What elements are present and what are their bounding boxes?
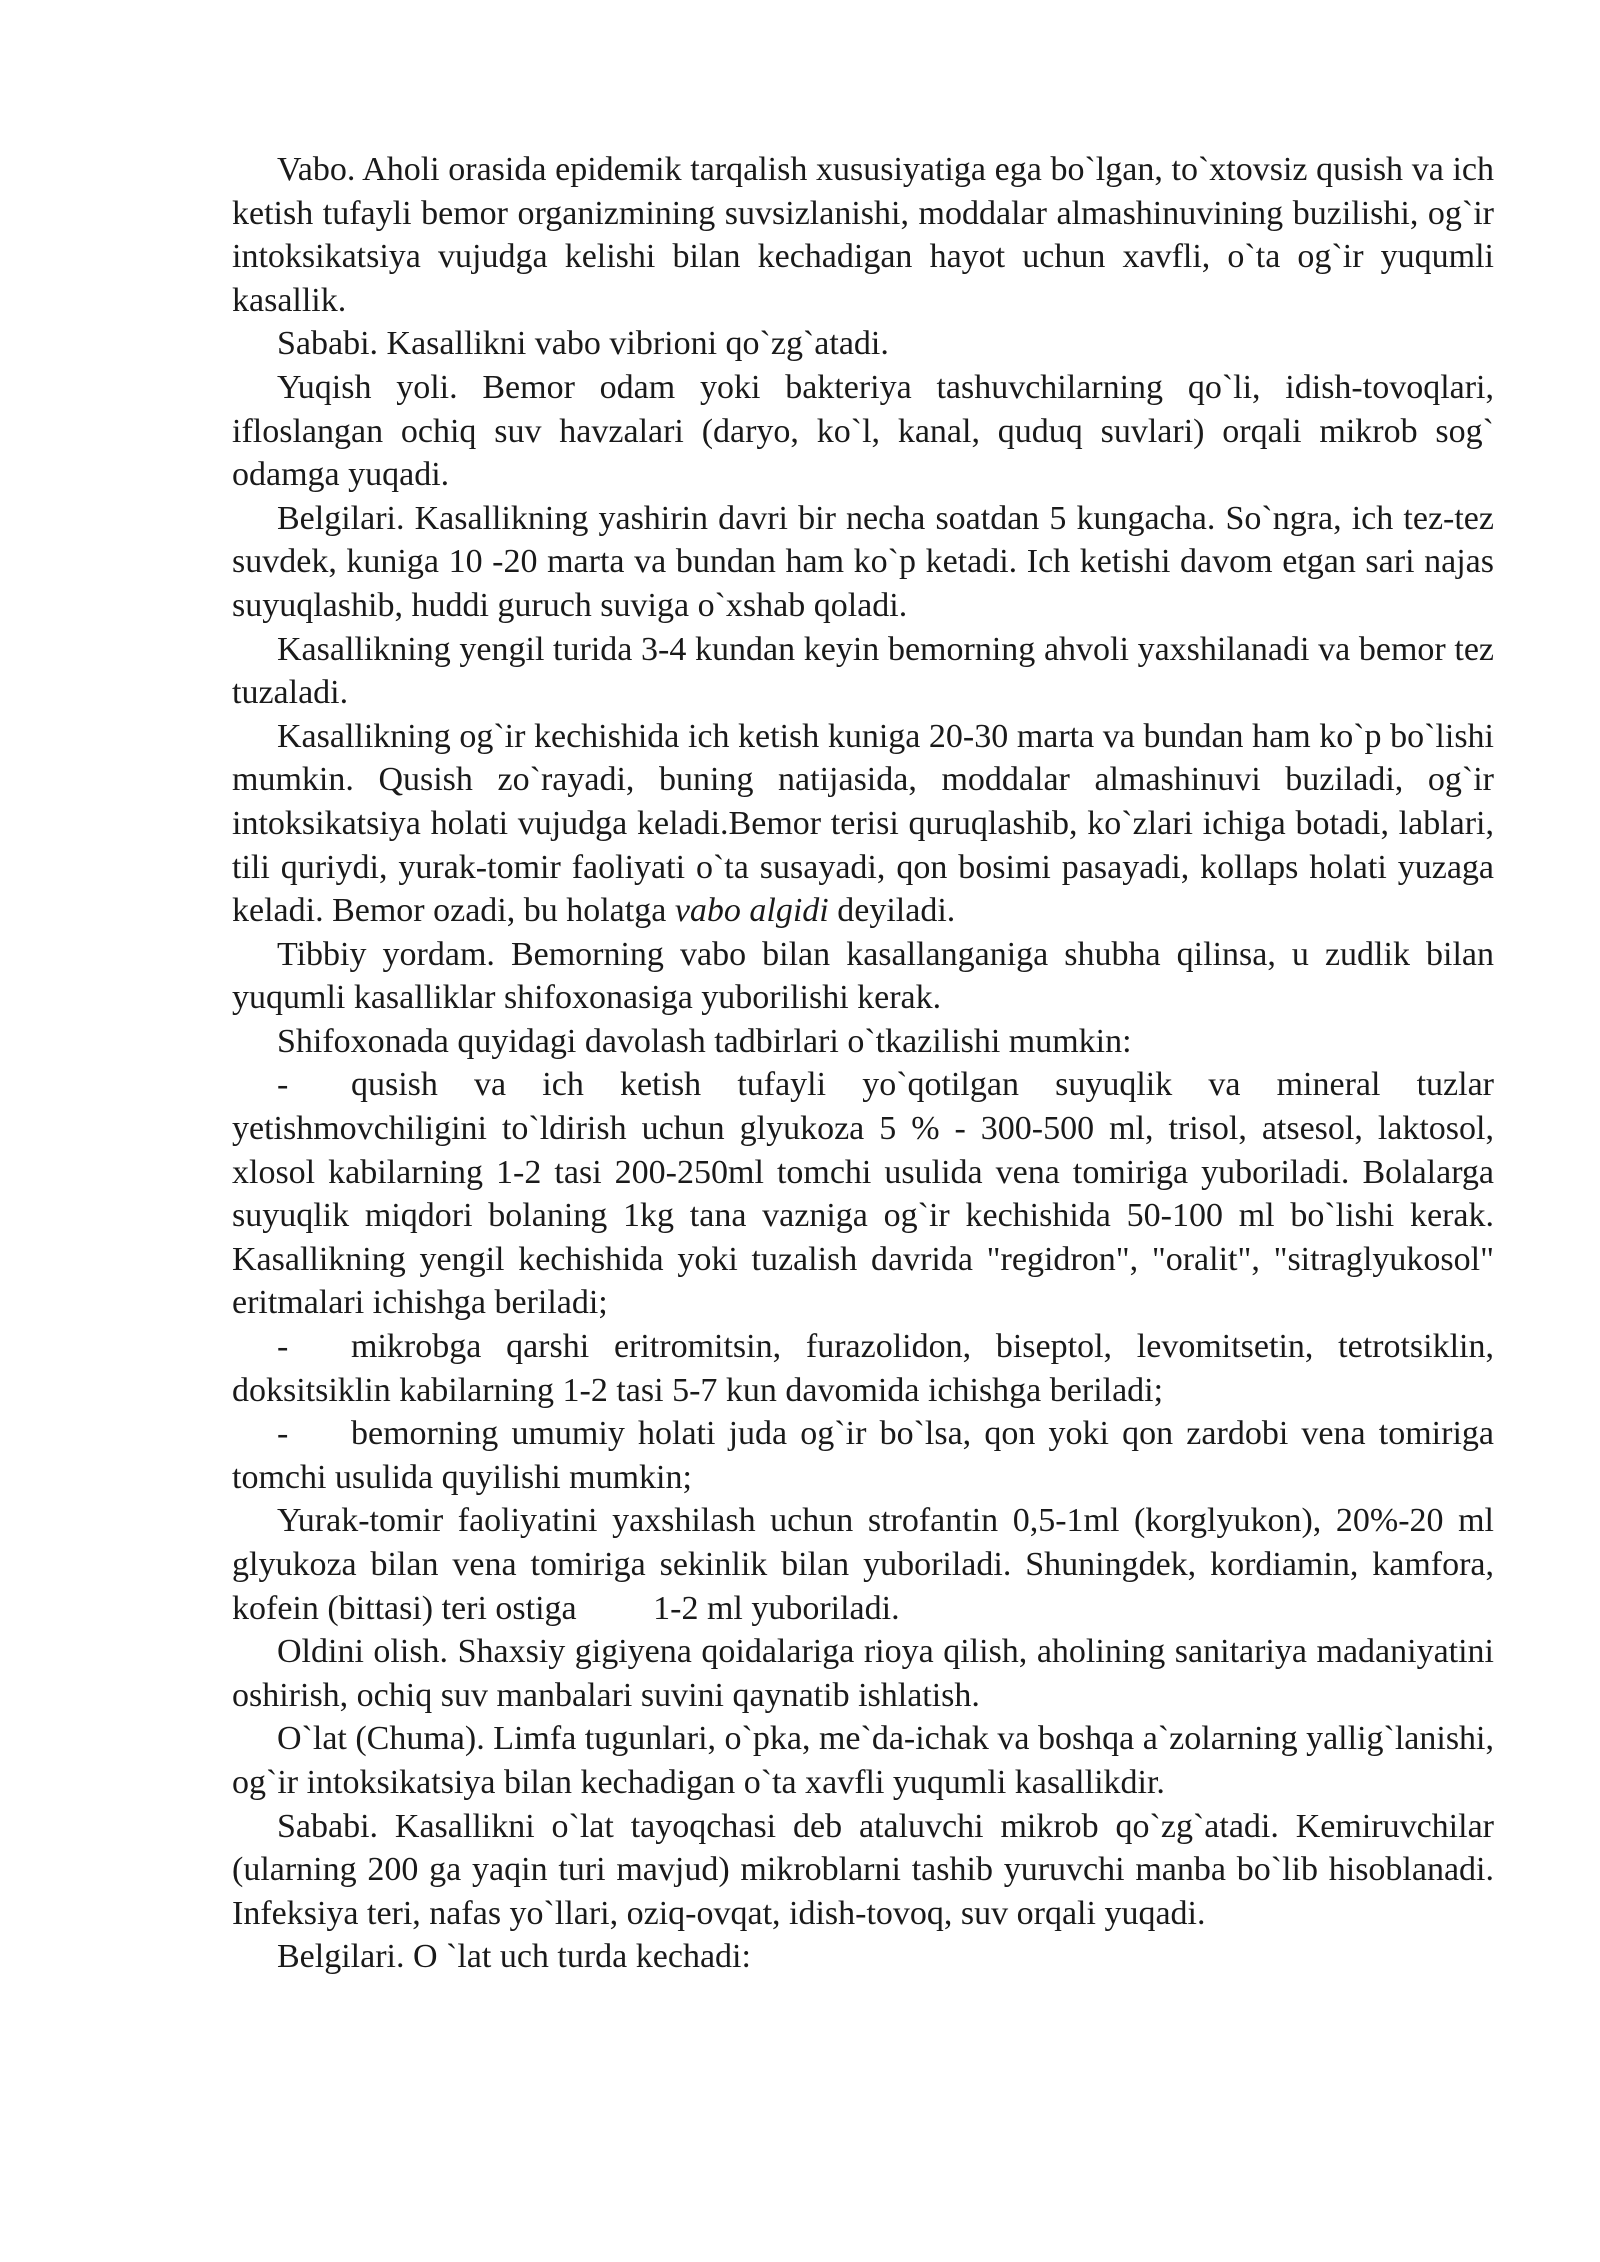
paragraph-sababi: Sababi. Kasallikni vabo vibrioni qo`zg`atadi. <box>277 325 889 363</box>
document-page <box>232 148 1503 1979</box>
paragraph-tibbiy-yordam: Tibbiy yordam. Bemorning vabo bilan kasallanganiga shubha qilinsa, u zudlik bilan yuqumli kasalliklar shifoxonasiga yuborilishi kerak. <box>232 935 1494 1017</box>
paragraph-ogir-kechishi-text: Kasallikning og`ir kechishida ich ketish kuniga 20-30 marta va bundan ham ko`p bo`lishi mumkin. Qusish zo`rayadi, buning natijasida, moddalar almashinuvi buziladi, og`ir intoksikatsiya holati vujudga keladi.Bemor terisi quruqlashib, ko`zlari ichiga botadi, lablari, tili quriydi, yurak-tomir faoliyati o`ta susayadi, qon bosimi pasayadi, kollaps holati yuzaga keladi. Bemor ozadi, bu holatga <box>232 717 1494 930</box>
list-item <box>232 1325 1494 1412</box>
paragraph-ogir-kechishi <box>232 715 1494 933</box>
list-dash: - <box>277 1066 289 1104</box>
paragraph-vabo-definition: Vabo. Aholi orasida epidemik tarqalish xususiyatiga ega bo`lgan, to`xtovsiz qusish va ich ketish tufayli bemor organizmining suvsizlanishi, moddalar almashinuvining buzilishi, og`ir intoksikatsiya vujudga kelishi bilan kechadigan hayot uchun xavfli, o`ta og`ir yuqumli kasallik. <box>232 151 1494 319</box>
list-item <box>232 1063 1494 1325</box>
list-dash: - <box>277 1328 289 1366</box>
paragraph-yurak-tomir: Yurak-tomir faoliyatini yaxshilash uchun strofantin 0,5-1ml (korglyukon), 20%-20 ml glyukoza bilan vena tomiriga sekinlik bilan yuboriladi. Shuningdek, kordiamin, kamfora, kofein (bittasi) teri ostiga 1-2 ml yuboriladi. <box>232 1502 1503 1627</box>
paragraph-yengil-turi: Kasallikning yengil turida 3-4 kundan keyin bemorning ahvoli yaxshilanadi va bemor tez tuzaladi. <box>232 630 1494 712</box>
list-dash: - <box>277 1415 289 1453</box>
paragraph-belgilari: Belgilari. Kasallikning yashirin davri bir necha soatdan 5 kungacha. So`ngra, ich tez-tez suvdek, kuniga 10 -20 marta va bundan ham ko`p ketadi. Ich ketishi davom etgan sari najas suyuqlashib, huddi guruch suviga o`xshab qoladi. <box>232 499 1494 624</box>
list-item <box>232 1412 1494 1499</box>
paragraph-oldini-olish: Oldini olish. Shaxsiy gigiyena qoidalariga rioya qilish, aholining sanitariya madaniyatini oshirish, ochiq suv manbalari suvini qaynatib ishlatish. <box>232 1633 1494 1714</box>
list-item-text: bemorning umumiy holati juda og`ir bo`lsa, qon yoki qon zardobi vena tomiriga tomchi usulida quyilishi mumkin; <box>232 1415 1494 1496</box>
list-item-text: mikrobga qarshi eritromitsin, furazolidon, biseptol, levomitsetin, tetrotsiklin, doksitsiklin kabilarning 1-2 tasi 5-7 kun davomida ichishga beriladi; <box>232 1328 1494 1409</box>
paragraph-olat-sababi: Sababi. Kasallikni o`lat tayoqchasi deb ataluvchi mikrob qo`zg`atadi. Kemiruvchilar (ularning 200 ga yaqin turi mavjud) mikroblarni tashib yuruvchi manba bo`lib hisoblanadi. Infeksiya teri, nafas yo`llari, oziq-ovqat, idish-tovoq, suv orqali yuqadi. <box>232 1807 1494 1932</box>
list-item-text: qusish va ich ketish tufayli yo`qotilgan suyuqlik va mineral tuzlar yetishmovchiligini to`ldirish uchun glyukoza 5 % - 300-500 ml, trisol, atsesol, laktosol, xlosol kabilarning 1-2 tasi 200-250ml tomchi usulida vena tomiriga yuboriladi. Bolalarga suyuqlik miqdori bolaning 1kg tana vazniga og`ir kechishida 50-100 ml bo`lishi kerak. Kasallikning yengil kechishida yoki tuzalish davrida "regidron", "oralit", "sitraglyukosol" eritmalari ichishga beriladi; <box>232 1066 1494 1322</box>
paragraph-ogir-kechishi-end: deyiladi. <box>828 892 956 930</box>
vabo-algidi-term: vabo algidi <box>674 892 829 930</box>
paragraph-olat-belgilari: Belgilari. O `lat uch turda kechadi: <box>277 1938 751 1976</box>
paragraph-olat: O`lat (Chuma). Limfa tugunlari, o`pka, me`da-ichak va boshqa a`zolarning yallig`lanishi, og`ir intoksikatsiya bilan kechadigan o`ta xavfli yuqumli kasallikdir. <box>232 1720 1494 1801</box>
paragraph-shifoxonada: Shifoxonada quyidagi davolash tadbirlari o`tkazilishi mumkin: <box>277 1022 1132 1060</box>
paragraph-yuqish-yoli: Yuqish yoli. Bemor odam yoki bakteriya tashuvchilarning qo`li, idish-tovoqlari, ifloslangan ochiq suv havzalari (daryo, ko`l, kanal, quduq suvlari) orqali mikrob sog` odamga yuqadi. <box>232 368 1494 494</box>
